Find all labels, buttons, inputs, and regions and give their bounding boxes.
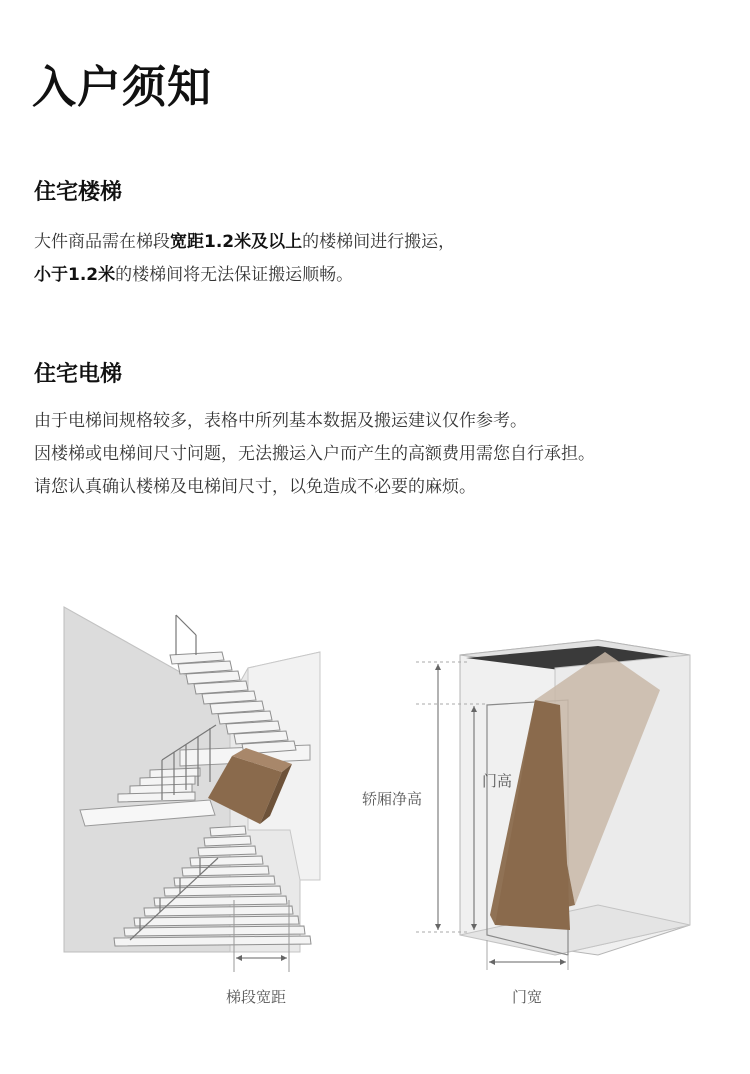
text-run: 由于电梯间规格较多，表格中所列基本数据及搬运建议仅作参考。 — [34, 411, 527, 431]
section-heading-elevator: 住宅电梯 — [34, 362, 123, 387]
illustration — [0, 560, 750, 1074]
text-run: 因楼梯或电梯间尺寸问题，无法搬运入户而产生的高额费用需您自行承担。 — [34, 444, 595, 464]
car-height-label: 轿厢净高 — [362, 790, 423, 808]
text-run-bold: 小于1.2米 — [34, 265, 116, 285]
staircase-illustration — [64, 607, 320, 972]
stairs-paragraph — [34, 226, 455, 292]
door-width-label: 门宽 — [512, 988, 543, 1006]
door-height-label: 门高 — [482, 772, 513, 790]
elevator-paragraph — [34, 405, 595, 504]
elevator-illustration — [416, 640, 690, 970]
page-title: 入户须知 — [32, 62, 212, 113]
section-heading-stairs: 住宅楼梯 — [34, 180, 123, 205]
text-run: 大件商品需在梯段 — [34, 232, 170, 252]
stair-width-label: 梯段宽距 — [226, 988, 287, 1006]
text-run: 的楼梯间进行搬运， — [302, 232, 456, 252]
text-run: 请您认真确认楼梯及电梯间尺寸，以免造成不必要的麻烦。 — [34, 477, 476, 497]
text-run-bold: 宽距1.2米及以上 — [170, 232, 303, 252]
text-run: 的楼梯间将无法保证搬运顺畅。 — [115, 265, 354, 285]
